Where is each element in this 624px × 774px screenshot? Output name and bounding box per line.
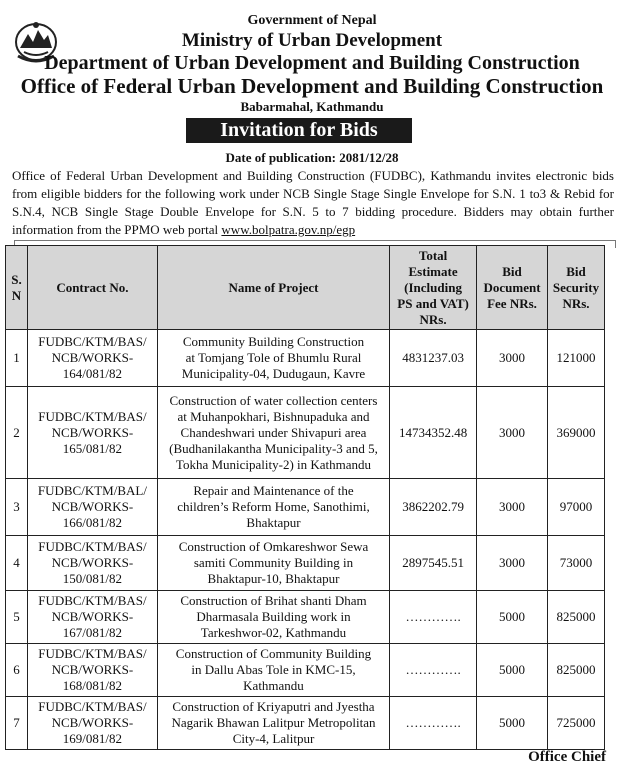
col-header-sn: S. N <box>6 246 28 330</box>
contract-cell: FUDBC/KTM/BAS/ NCB/WORKS- 169/081/82 <box>27 697 157 750</box>
sn-cell: 6 <box>6 644 28 697</box>
divider <box>14 240 616 241</box>
table-row <box>6 644 605 697</box>
ppmo-portal-link[interactable]: www.bolpatra.gov.np/egp <box>221 222 356 237</box>
project-cell: Construction of water collection centers at Muhanpokhari, Bishnupaduka and Chandeshwari under Shivapuri area (Budhanilakantha Municipality-3 and 5, Tokha Municipality-2) in Kathmandu <box>157 387 389 479</box>
table-row <box>6 591 605 644</box>
government-heading: Government of Nepal <box>247 13 377 28</box>
col-header-project: Name of Project <box>157 246 389 330</box>
fee-cell: 3000 <box>477 387 548 479</box>
project-cell: Community Building Construction at Tomjang Tole of Bhumlu Rural Municipality-04, Dudugaun, Kavre <box>157 330 389 387</box>
contract-cell: FUDBC/KTM/BAS/ NCB/WORKS- 164/081/82 <box>27 330 157 387</box>
estimate-cell: 3862202.79 <box>390 479 477 536</box>
fee-cell: 5000 <box>477 591 548 644</box>
estimate-cell: 2897545.51 <box>390 536 477 591</box>
estimate-cell: …………. <box>390 644 477 697</box>
estimate-cell: …………. <box>390 697 477 750</box>
department-heading: Department of Urban Development and Building Construction <box>44 52 580 74</box>
signatory-title: Office Chief <box>528 749 606 765</box>
col-header-estimate: Total Estimate (Including PS and VAT) NRs. <box>390 246 477 330</box>
contract-cell: FUDBC/KTM/BAS/ NCB/WORKS- 150/081/82 <box>27 536 157 591</box>
estimate-cell: …………. <box>390 591 477 644</box>
intro-text: Office of Federal Urban Development and Building Construction (FUDBC), Kathmandu invites electronic bids from eligible bidders for the following work under NCB Single Stage Single Envelope for S.N. 1 to3 & Rebid for S.N.4, NCB Single Stage Double Envelope for S.N. 5 to 7 bidding procedure. Bidders may obtain further information from the PPMO web portal <box>12 168 614 237</box>
security-cell: 73000 <box>547 536 604 591</box>
security-cell: 825000 <box>547 591 604 644</box>
project-cell: Repair and Maintenance of the children’s Reform Home, Sanothimi, Bhaktapur <box>157 479 389 536</box>
estimate-cell: 4831237.03 <box>390 330 477 387</box>
sn-cell: 2 <box>6 387 28 479</box>
project-cell: Construction of Kriyaputri and Jyestha Nagarik Bhawan Lalitpur Metropolitan City-4, Lalitpur <box>157 697 389 750</box>
table-row <box>6 536 605 591</box>
project-cell: Construction of Community Building in Dallu Abas Tole in KMC-15, Kathmandu <box>157 644 389 697</box>
contract-cell: FUDBC/KTM/BAS/ NCB/WORKS- 168/081/82 <box>27 644 157 697</box>
sn-cell: 7 <box>6 697 28 750</box>
security-cell: 825000 <box>547 644 604 697</box>
fee-cell: 3000 <box>477 330 548 387</box>
publication-date: Date of publication: 2081/12/28 <box>225 150 399 165</box>
table-row <box>6 330 605 387</box>
security-cell: 725000 <box>547 697 604 750</box>
col-header-contract: Contract No. <box>27 246 157 330</box>
divider-tick <box>615 240 616 248</box>
fee-cell: 3000 <box>477 536 548 591</box>
project-cell: Construction of Brihat shanti Dham Dharmasala Building work in Tarkeshwor-02, Kathmandu <box>157 591 389 644</box>
office-heading: Office of Federal Urban Development and Building Construction <box>20 74 604 98</box>
table-header-row <box>6 246 605 330</box>
estimate-cell: 14734352.48 <box>390 387 477 479</box>
sn-cell: 1 <box>6 330 28 387</box>
bids-table <box>5 245 605 750</box>
table-row <box>6 387 605 479</box>
contract-cell: FUDBC/KTM/BAS/ NCB/WORKS- 165/081/82 <box>27 387 157 479</box>
table-row <box>6 479 605 536</box>
intro-paragraph <box>12 167 614 239</box>
address-line: Babarmahal, Kathmandu <box>240 99 384 114</box>
contract-cell: FUDBC/KTM/BAL/ NCB/WORKS- 166/081/82 <box>27 479 157 536</box>
fee-cell: 3000 <box>477 479 548 536</box>
table-row <box>6 697 605 750</box>
security-cell: 121000 <box>547 330 604 387</box>
sn-cell: 5 <box>6 591 28 644</box>
ministry-heading: Ministry of Urban Development <box>181 30 443 51</box>
sn-cell: 3 <box>6 479 28 536</box>
fee-cell: 5000 <box>477 644 548 697</box>
col-header-security: Bid Security NRs. <box>547 246 604 330</box>
contract-cell: FUDBC/KTM/BAS/ NCB/WORKS- 167/081/82 <box>27 591 157 644</box>
sn-cell: 4 <box>6 536 28 591</box>
security-cell: 369000 <box>547 387 604 479</box>
invitation-banner: Invitation for Bids <box>186 118 412 143</box>
security-cell: 97000 <box>547 479 604 536</box>
col-header-fee: Bid Document Fee NRs. <box>477 246 548 330</box>
fee-cell: 5000 <box>477 697 548 750</box>
project-cell: Construction of Omkareshwor Sewa samiti Community Building in Bhaktapur-10, Bhaktapur <box>157 536 389 591</box>
